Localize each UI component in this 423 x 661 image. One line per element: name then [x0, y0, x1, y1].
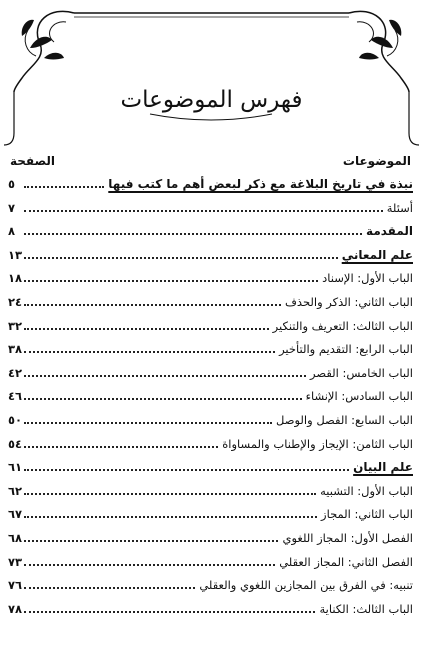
toc-entry-title: الباب الثالث: التعريف والتنكير [272, 318, 413, 333]
toc-entry[interactable] [8, 312, 413, 334]
toc-entry-page-number: ٦٧ [8, 507, 23, 522]
toc-entry-title: الباب الرابع: التقديم والتأخير [279, 342, 413, 357]
toc-entry[interactable] [8, 170, 413, 192]
toc-entry[interactable] [8, 453, 413, 475]
toc-entry[interactable] [8, 500, 413, 522]
dot-leader [24, 540, 278, 542]
toc-entry[interactable] [8, 359, 413, 381]
toc-entry-title: الباب الخامس: القصر [310, 365, 413, 380]
toc-entry-title: المقدمة [366, 224, 413, 239]
toc-entry-page-number: ٥٤ [8, 436, 23, 451]
toc-entry-page-number: ٧٣ [8, 554, 23, 569]
toc-entry-title: الباب الثاني: المجاز [321, 507, 413, 522]
toc-entry-page-number: ٧ [8, 200, 16, 215]
page-column-header: الصفحة [10, 154, 56, 168]
toc-entry-page-number: ١٨ [8, 271, 23, 286]
toc-entry-page-number: ١٣ [8, 247, 23, 262]
dot-leader [24, 469, 349, 471]
dot-leader [24, 611, 315, 613]
toc-entry-title: نبذة في تاريخ البلاغة مع ذكر لبعض أهم ما كتب فيها [108, 177, 413, 191]
toc-entry-page-number: ٨ [8, 224, 16, 239]
dot-leader [24, 375, 306, 377]
toc-entry[interactable] [8, 430, 413, 452]
toc-entry-page-number: ٥ [8, 177, 16, 191]
toc-entry-title: الباب السابع: الفصل والوصل [276, 413, 413, 427]
toc-entry[interactable] [8, 288, 413, 310]
toc-entry[interactable] [8, 241, 413, 263]
toc-entry-page-number: ٥٠ [8, 413, 23, 427]
toc-entry-title: الباب الثامن: الإيجاز والإطناب والمساواة [222, 436, 413, 451]
dot-leader [24, 233, 362, 235]
dot-leader [24, 351, 275, 353]
toc-entry[interactable] [8, 477, 413, 499]
toc-entry-title: الباب الثالث: الكناية [319, 601, 413, 616]
toc-entry-page-number: ٧٦ [8, 578, 23, 593]
dot-leader [24, 257, 338, 259]
toc-entry-title: الباب الثاني: الذكر والحذف [285, 295, 413, 309]
toc-entry-title: أسئلة [386, 200, 413, 215]
toc-entry-title: الباب السادس: الإنشاء [305, 389, 413, 404]
toc-entry[interactable] [8, 548, 413, 570]
toc-entry-page-number: ٧٨ [8, 601, 23, 616]
toc-entry-title: الباب الأول: التشبيه [320, 483, 413, 498]
toc-entry[interactable] [8, 571, 413, 593]
topics-column-header: الموضوعات [342, 154, 411, 168]
dot-leader [24, 422, 272, 424]
toc-entry[interactable] [8, 382, 413, 404]
toc-entry-title: علم البيان [353, 460, 413, 475]
toc-entry-page-number: ٦١ [8, 460, 23, 475]
toc-entry[interactable] [8, 194, 413, 216]
toc-entry-title: علم المعاني [341, 247, 413, 262]
dot-leader [24, 398, 302, 400]
toc-entry-title: الفصل الثاني: المجاز العقلي [279, 554, 413, 569]
dot-leader [24, 446, 218, 448]
toc-entry-title: تنبيه: في الفرق بين المجازين اللغوي والعقلي [199, 578, 413, 593]
dot-leader [24, 186, 104, 188]
dot-leader [24, 587, 195, 589]
page-title: فهرس الموضوعات [120, 87, 303, 113]
toc-entry-page-number: ٤٢ [8, 365, 23, 380]
toc-entry-title: الفصل الأول: المجاز اللغوي [282, 531, 413, 545]
toc-entry-page-number: ٢٤ [8, 295, 23, 309]
toc-entry[interactable] [8, 217, 413, 239]
dot-leader [24, 493, 316, 495]
dot-leader [24, 516, 317, 518]
toc-entry-page-number: ٣٢ [8, 318, 23, 333]
toc-entry[interactable] [8, 406, 413, 428]
toc-entry-title: الباب الأول: الإسناد [322, 271, 413, 286]
toc-entry[interactable] [8, 264, 413, 286]
toc-entry[interactable] [8, 335, 413, 357]
toc-entry-page-number: ٦٢ [8, 483, 23, 498]
toc-entry-page-number: ٣٨ [8, 342, 23, 357]
dot-leader [24, 564, 275, 566]
dot-leader [24, 280, 318, 282]
toc-entry-page-number: ٤٦ [8, 389, 23, 404]
toc-entry[interactable] [8, 524, 413, 546]
dot-leader [24, 210, 383, 212]
toc-entry[interactable] [8, 595, 413, 617]
toc-entry-page-number: ٦٨ [8, 531, 23, 545]
dot-leader [24, 304, 281, 306]
dot-leader [24, 328, 269, 330]
